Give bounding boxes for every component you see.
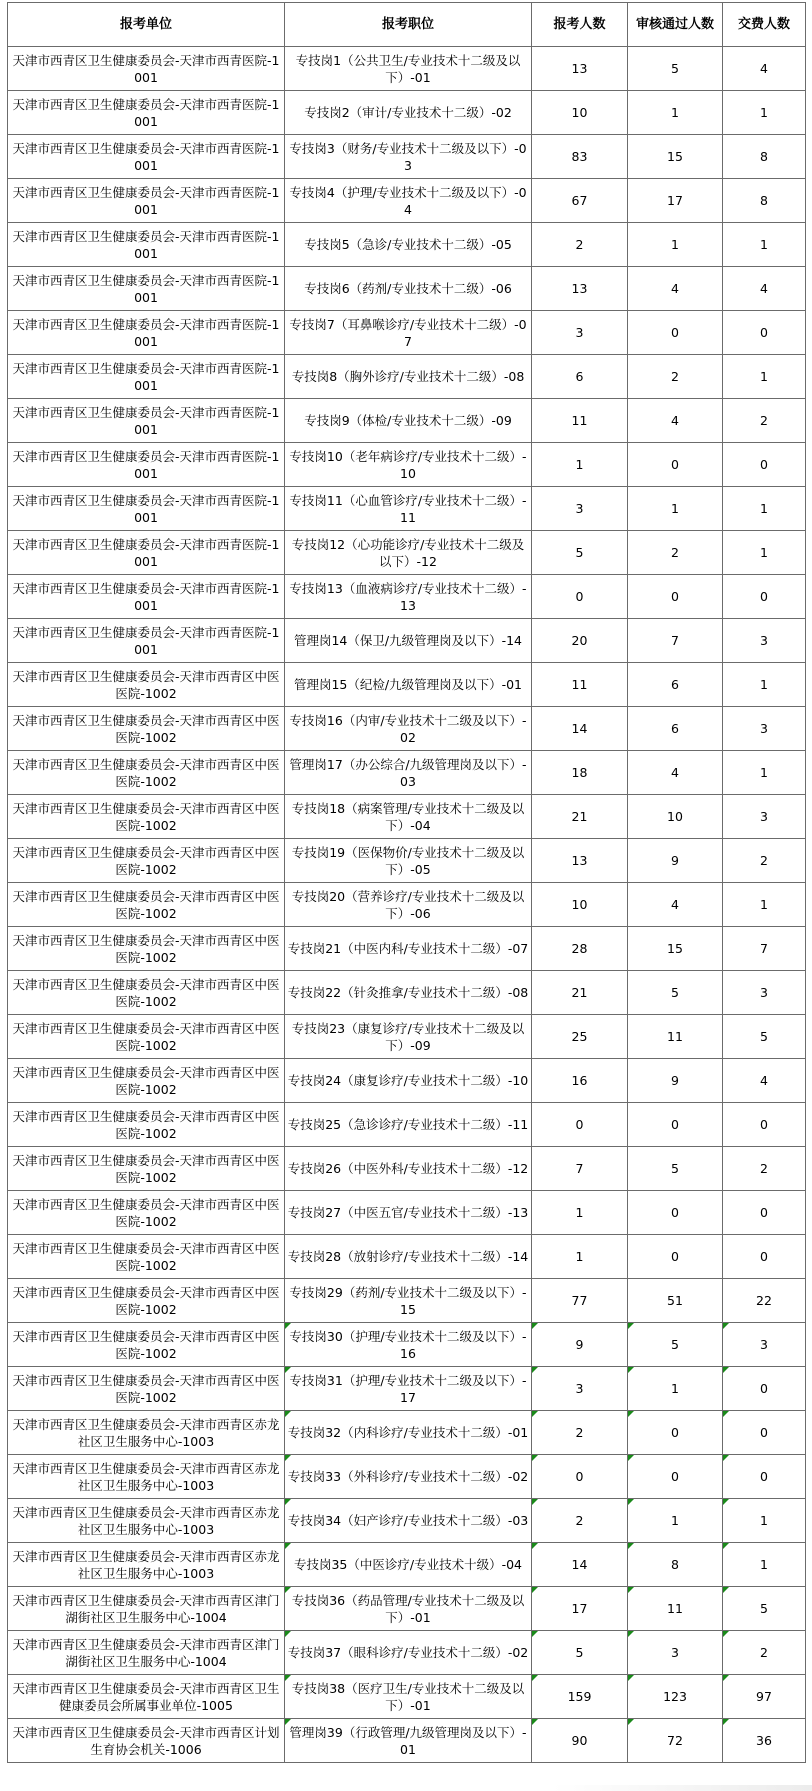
cell-applied[interactable]: 11: [532, 399, 628, 443]
cell-post[interactable]: 专技岗31（护理/专业技术十二级及以下）-17: [285, 1367, 532, 1411]
cell-approved[interactable]: 1: [628, 223, 723, 267]
cell-applied[interactable]: 16: [532, 1059, 628, 1103]
header-row: [8, 3, 806, 47]
cell-paid[interactable]: 5: [723, 1015, 806, 1059]
cell-post[interactable]: 管理岗14（保卫/九级管理岗及以下）-14: [285, 619, 532, 663]
cell-paid[interactable]: 0: [723, 1235, 806, 1279]
cell-approved[interactable]: 0: [628, 1191, 723, 1235]
cell-applied[interactable]: 2: [532, 1499, 628, 1543]
header-unit: 报考单位: [8, 3, 285, 47]
table-row: [8, 399, 806, 443]
cell-unit[interactable]: 天津市西青区卫生健康委员会-天津市西青区赤龙社区卫生服务中心-1003: [8, 1543, 285, 1587]
table-row: [8, 1147, 806, 1191]
cell-unit[interactable]: 天津市西青区卫生健康委员会-天津市西青区中医医院-1002: [8, 1367, 285, 1411]
table-row: [8, 487, 806, 531]
cell-applied[interactable]: 28: [532, 927, 628, 971]
cell-post[interactable]: 专技岗34（妇产诊疗/专业技术十二级）-03: [285, 1499, 532, 1543]
table-row: [8, 1411, 806, 1455]
cell-unit[interactable]: 天津市西青区卫生健康委员会-天津市西青区中医医院-1002: [8, 1147, 285, 1191]
table-row: [8, 1367, 806, 1411]
cell-post[interactable]: 专技岗19（医保物价/专业技术十二级及以下）-05: [285, 839, 532, 883]
cell-approved[interactable]: 2: [628, 355, 723, 399]
table-row: [8, 707, 806, 751]
cell-paid[interactable]: 1: [723, 751, 806, 795]
cell-post[interactable]: 专技岗22（针灸推拿/专业技术十二级）-08: [285, 971, 532, 1015]
cell-applied[interactable]: 0: [532, 1455, 628, 1499]
cell-applied[interactable]: 90: [532, 1719, 628, 1763]
cell-post[interactable]: 专技岗8（胸外诊疗/专业技术十二级）-08: [285, 355, 532, 399]
cell-applied[interactable]: 83: [532, 135, 628, 179]
cell-approved[interactable]: 15: [628, 927, 723, 971]
cell-paid[interactable]: 3: [723, 971, 806, 1015]
cell-applied[interactable]: 14: [532, 1543, 628, 1587]
table-row: [8, 1543, 806, 1587]
cell-approved[interactable]: 11: [628, 1587, 723, 1631]
cell-paid[interactable]: 1: [723, 91, 806, 135]
cell-unit[interactable]: 天津市西青区卫生健康委员会-天津市西青区卫生健康委员会所属事业单位-1005: [8, 1675, 285, 1719]
cell-post[interactable]: 专技岗27（中医五官/专业技术十二级）-13: [285, 1191, 532, 1235]
cell-applied[interactable]: 0: [532, 1103, 628, 1147]
cell-unit[interactable]: 天津市西青区卫生健康委员会-天津市西青区中医医院-1002: [8, 707, 285, 751]
cell-paid[interactable]: 97: [723, 1675, 806, 1719]
cell-applied[interactable]: 25: [532, 1015, 628, 1059]
cell-paid[interactable]: 0: [723, 1455, 806, 1499]
cell-approved[interactable]: 8: [628, 1543, 723, 1587]
cell-approved[interactable]: 17: [628, 179, 723, 223]
cell-paid[interactable]: 0: [723, 443, 806, 487]
cell-unit[interactable]: 天津市西青区卫生健康委员会-天津市西青区津门湖街社区卫生服务中心-1004: [8, 1631, 285, 1675]
cell-approved[interactable]: 6: [628, 663, 723, 707]
cell-post[interactable]: 专技岗36（药品管理/专业技术十二级及以下）-01: [285, 1587, 532, 1631]
cell-unit[interactable]: 天津市西青区卫生健康委员会-天津市西青区中医医院-1002: [8, 1191, 285, 1235]
table-row: [8, 883, 806, 927]
cell-paid[interactable]: 7: [723, 927, 806, 971]
cell-paid[interactable]: 3: [723, 707, 806, 751]
cell-paid[interactable]: 4: [723, 47, 806, 91]
table-row: [8, 443, 806, 487]
cell-paid[interactable]: 8: [723, 179, 806, 223]
table-row: [8, 575, 806, 619]
cell-approved[interactable]: 1: [628, 487, 723, 531]
cell-post[interactable]: 专技岗12（心功能诊疗/专业技术十二级及以下）-12: [285, 531, 532, 575]
cell-paid[interactable]: 2: [723, 839, 806, 883]
cell-paid[interactable]: 8: [723, 135, 806, 179]
cell-paid[interactable]: 3: [723, 795, 806, 839]
cell-unit[interactable]: 天津市西青区卫生健康委员会-天津市西青区中医医院-1002: [8, 927, 285, 971]
cell-approved[interactable]: 4: [628, 751, 723, 795]
cell-unit[interactable]: 天津市西青区卫生健康委员会-天津市西青区中医医院-1002: [8, 795, 285, 839]
cell-unit[interactable]: 天津市西青区卫生健康委员会-天津市西青医院-1001: [8, 531, 285, 575]
cell-unit[interactable]: 天津市西青区卫生健康委员会-天津市西青医院-1001: [8, 443, 285, 487]
cell-approved[interactable]: 123: [628, 1675, 723, 1719]
table-row: [8, 1015, 806, 1059]
cell-post[interactable]: 专技岗37（眼科诊疗/专业技术十二级）-02: [285, 1631, 532, 1675]
cell-post[interactable]: 专技岗21（中医内科/专业技术十二级）-07: [285, 927, 532, 971]
cell-post[interactable]: 管理岗39（行政管理/九级管理岗及以下）-01: [285, 1719, 532, 1763]
cell-applied[interactable]: 77: [532, 1279, 628, 1323]
cell-applied[interactable]: 1: [532, 1191, 628, 1235]
cell-unit[interactable]: 天津市西青区卫生健康委员会-天津市西青医院-1001: [8, 311, 285, 355]
table-row: [8, 311, 806, 355]
cell-paid[interactable]: 22: [723, 1279, 806, 1323]
cell-approved[interactable]: 1: [628, 91, 723, 135]
cell-unit[interactable]: 天津市西青区卫生健康委员会-天津市西青区中医医院-1002: [8, 1279, 285, 1323]
cell-applied[interactable]: 14: [532, 707, 628, 751]
cell-post[interactable]: 专技岗9（体检/专业技术十二级）-09: [285, 399, 532, 443]
cell-applied[interactable]: 1: [532, 1235, 628, 1279]
cell-post[interactable]: 专技岗24（康复诊疗/专业技术十二级）-10: [285, 1059, 532, 1103]
cell-approved[interactable]: 0: [628, 1103, 723, 1147]
cell-paid[interactable]: 0: [723, 575, 806, 619]
cell-applied[interactable]: 13: [532, 47, 628, 91]
cell-unit[interactable]: 天津市西青区卫生健康委员会-天津市西青区中医医院-1002: [8, 1059, 285, 1103]
cell-paid[interactable]: 3: [723, 619, 806, 663]
cell-approved[interactable]: 0: [628, 311, 723, 355]
cell-approved[interactable]: 5: [628, 47, 723, 91]
cell-unit[interactable]: 天津市西青区卫生健康委员会-天津市西青区中医医院-1002: [8, 663, 285, 707]
cell-applied[interactable]: 5: [532, 531, 628, 575]
cell-post[interactable]: 专技岗35（中医诊疗/专业技术十级）-04: [285, 1543, 532, 1587]
table-row: [8, 267, 806, 311]
cell-paid[interactable]: 1: [723, 487, 806, 531]
cell-applied[interactable]: 9: [532, 1323, 628, 1367]
cell-post[interactable]: 专技岗26（中医外科/专业技术十二级）-12: [285, 1147, 532, 1191]
cell-approved[interactable]: 11: [628, 1015, 723, 1059]
cell-approved[interactable]: 51: [628, 1279, 723, 1323]
cell-paid[interactable]: 36: [723, 1719, 806, 1763]
header-post: 报考职位: [285, 3, 532, 47]
cell-applied[interactable]: 18: [532, 751, 628, 795]
cell-unit[interactable]: 天津市西青区卫生健康委员会-天津市西青区中医医院-1002: [8, 971, 285, 1015]
cell-approved[interactable]: 5: [628, 1323, 723, 1367]
cell-post[interactable]: 专技岗29（药剂/专业技术十二级及以下）-15: [285, 1279, 532, 1323]
table-row: [8, 531, 806, 575]
cell-approved[interactable]: 4: [628, 883, 723, 927]
cell-post[interactable]: 专技岗5（急诊/专业技术十二级）-05: [285, 223, 532, 267]
cell-applied[interactable]: 10: [532, 883, 628, 927]
cell-approved[interactable]: 15: [628, 135, 723, 179]
table-row: [8, 179, 806, 223]
cell-unit[interactable]: 天津市西青区卫生健康委员会-天津市西青医院-1001: [8, 47, 285, 91]
cell-post[interactable]: 专技岗11（心血管诊疗/专业技术十二级）-11: [285, 487, 532, 531]
cell-approved[interactable]: 0: [628, 575, 723, 619]
cell-unit[interactable]: 天津市西青区卫生健康委员会-天津市西青医院-1001: [8, 355, 285, 399]
cell-post[interactable]: 专技岗28（放射诊疗/专业技术十二级）-14: [285, 1235, 532, 1279]
table-row: [8, 1587, 806, 1631]
cell-post[interactable]: 管理岗17（办公综合/九级管理岗及以下）-03: [285, 751, 532, 795]
cell-post[interactable]: 专技岗13（血液病诊疗/专业技术十二级）-13: [285, 575, 532, 619]
registration-table: [7, 2, 806, 1763]
cell-post[interactable]: 专技岗10（老年病诊疗/专业技术十二级）-10: [285, 443, 532, 487]
cell-unit[interactable]: 天津市西青区卫生健康委员会-天津市西青区赤龙社区卫生服务中心-1003: [8, 1455, 285, 1499]
cell-unit[interactable]: 天津市西青区卫生健康委员会-天津市西青区中医医院-1002: [8, 1235, 285, 1279]
cell-post[interactable]: 管理岗15（纪检/九级管理岗及以下）-01: [285, 663, 532, 707]
cell-unit[interactable]: 天津市西青区卫生健康委员会-天津市西青区中医医院-1002: [8, 1323, 285, 1367]
cell-post[interactable]: 专技岗6（药剂/专业技术十二级）-06: [285, 267, 532, 311]
cell-applied[interactable]: 21: [532, 971, 628, 1015]
cell-paid[interactable]: 4: [723, 267, 806, 311]
table-row: [8, 795, 806, 839]
cell-approved[interactable]: 7: [628, 619, 723, 663]
cell-unit[interactable]: 天津市西青区卫生健康委员会-天津市西青区津门湖街社区卫生服务中心-1004: [8, 1587, 285, 1631]
cell-approved[interactable]: 4: [628, 267, 723, 311]
header-paid: 交费人数: [723, 3, 806, 47]
table-row: [8, 47, 806, 91]
cell-post[interactable]: 专技岗16（内审/专业技术十二级及以下）-02: [285, 707, 532, 751]
table-row: [8, 91, 806, 135]
cell-approved[interactable]: 0: [628, 1411, 723, 1455]
cell-applied[interactable]: 7: [532, 1147, 628, 1191]
cell-applied[interactable]: 13: [532, 839, 628, 883]
cell-applied[interactable]: 0: [532, 575, 628, 619]
cell-unit[interactable]: 天津市西青区卫生健康委员会-天津市西青医院-1001: [8, 179, 285, 223]
cell-post[interactable]: 专技岗7（耳鼻喉诊疗/专业技术十二级）-07: [285, 311, 532, 355]
cell-applied[interactable]: 20: [532, 619, 628, 663]
cell-unit[interactable]: 天津市西青区卫生健康委员会-天津市西青区赤龙社区卫生服务中心-1003: [8, 1499, 285, 1543]
cell-unit[interactable]: 天津市西青区卫生健康委员会-天津市西青区中医医院-1002: [8, 751, 285, 795]
cell-post[interactable]: 专技岗1（公共卫生/专业技术十二级及以下）-01: [285, 47, 532, 91]
cell-approved[interactable]: 9: [628, 1059, 723, 1103]
cell-post[interactable]: 专技岗30（护理/专业技术十二级及以下）-16: [285, 1323, 532, 1367]
cell-approved[interactable]: 2: [628, 531, 723, 575]
cell-paid[interactable]: 2: [723, 1147, 806, 1191]
table-row: [8, 839, 806, 883]
cell-approved[interactable]: 72: [628, 1719, 723, 1763]
cell-unit[interactable]: 天津市西青区卫生健康委员会-天津市西青区中医医院-1002: [8, 1015, 285, 1059]
cell-applied[interactable]: 10: [532, 91, 628, 135]
cell-applied[interactable]: 159: [532, 1675, 628, 1719]
cell-paid[interactable]: 1: [723, 531, 806, 575]
cell-paid[interactable]: 5: [723, 1587, 806, 1631]
table-row: [8, 971, 806, 1015]
cell-applied[interactable]: 67: [532, 179, 628, 223]
cell-unit[interactable]: 天津市西青区卫生健康委员会-天津市西青医院-1001: [8, 575, 285, 619]
cell-applied[interactable]: 17: [532, 1587, 628, 1631]
cell-paid[interactable]: 1: [723, 883, 806, 927]
table-row: [8, 1455, 806, 1499]
cell-approved[interactable]: 10: [628, 795, 723, 839]
table-row: [8, 1235, 806, 1279]
table-row: [8, 1191, 806, 1235]
cell-paid[interactable]: 0: [723, 1367, 806, 1411]
table-row: [8, 1631, 806, 1675]
header-approved: 审核通过人数: [628, 3, 723, 47]
table-row: [8, 927, 806, 971]
cell-unit[interactable]: 天津市西青区卫生健康委员会-天津市西青医院-1001: [8, 223, 285, 267]
cell-post[interactable]: 专技岗20（营养诊疗/专业技术十二级及以下）-06: [285, 883, 532, 927]
cell-paid[interactable]: 1: [723, 1499, 806, 1543]
cell-post[interactable]: 专技岗25（急诊诊疗/专业技术十二级）-11: [285, 1103, 532, 1147]
cell-paid[interactable]: 4: [723, 1059, 806, 1103]
table-row: [8, 751, 806, 795]
cell-applied[interactable]: 3: [532, 487, 628, 531]
cell-approved[interactable]: 9: [628, 839, 723, 883]
table-row: [8, 1103, 806, 1147]
header-applied: 报考人数: [532, 3, 628, 47]
cell-post[interactable]: 专技岗23（康复诊疗/专业技术十二级及以下）-09: [285, 1015, 532, 1059]
cell-unit[interactable]: 天津市西青区卫生健康委员会-天津市西青区中医医院-1002: [8, 883, 285, 927]
cell-applied[interactable]: 13: [532, 267, 628, 311]
cell-unit[interactable]: 天津市西青区卫生健康委员会-天津市西青医院-1001: [8, 91, 285, 135]
table-row: [8, 619, 806, 663]
cell-paid[interactable]: 0: [723, 1411, 806, 1455]
table-body: [8, 47, 806, 1763]
cell-approved[interactable]: 3: [628, 1631, 723, 1675]
cell-approved[interactable]: 0: [628, 443, 723, 487]
cell-unit[interactable]: 天津市西青区卫生健康委员会-天津市西青医院-1001: [8, 267, 285, 311]
cell-post[interactable]: 专技岗32（内科诊疗/专业技术十二级）-01: [285, 1411, 532, 1455]
cell-unit[interactable]: 天津市西青区卫生健康委员会-天津市西青医院-1001: [8, 619, 285, 663]
cell-paid[interactable]: 3: [723, 1323, 806, 1367]
cell-paid[interactable]: 1: [723, 223, 806, 267]
cell-applied[interactable]: 3: [532, 1367, 628, 1411]
cell-approved[interactable]: 0: [628, 1455, 723, 1499]
cell-post[interactable]: 专技岗33（外科诊疗/专业技术十二级）-02: [285, 1455, 532, 1499]
table-row: [8, 1059, 806, 1103]
cell-applied[interactable]: 2: [532, 223, 628, 267]
cell-applied[interactable]: 3: [532, 311, 628, 355]
table-row: [8, 663, 806, 707]
cell-paid[interactable]: 1: [723, 663, 806, 707]
cell-unit[interactable]: 天津市西青区卫生健康委员会-天津市西青区中医医院-1002: [8, 839, 285, 883]
cell-applied[interactable]: 1: [532, 443, 628, 487]
cell-paid[interactable]: 0: [723, 1103, 806, 1147]
cell-paid[interactable]: 1: [723, 1543, 806, 1587]
table-row: [8, 1323, 806, 1367]
cell-unit[interactable]: 天津市西青区卫生健康委员会-天津市西青区赤龙社区卫生服务中心-1003: [8, 1411, 285, 1455]
cell-approved[interactable]: 1: [628, 1367, 723, 1411]
cell-unit[interactable]: 天津市西青区卫生健康委员会-天津市西青医院-1001: [8, 135, 285, 179]
table-row: [8, 135, 806, 179]
cell-approved[interactable]: 5: [628, 971, 723, 1015]
cell-approved[interactable]: 6: [628, 707, 723, 751]
table-row: [8, 1279, 806, 1323]
cell-unit[interactable]: 天津市西青区卫生健康委员会-天津市西青区计划生育协会机关-1006: [8, 1719, 285, 1763]
cell-approved[interactable]: 1: [628, 1499, 723, 1543]
cell-paid[interactable]: 0: [723, 1191, 806, 1235]
cell-approved[interactable]: 5: [628, 1147, 723, 1191]
table-row: [8, 355, 806, 399]
cell-post[interactable]: 专技岗18（病案管理/专业技术十二级及以下）-04: [285, 795, 532, 839]
table-row: [8, 223, 806, 267]
table-row: [8, 1719, 806, 1763]
cell-paid[interactable]: 2: [723, 1631, 806, 1675]
cell-paid[interactable]: 2: [723, 399, 806, 443]
table-row: [8, 1499, 806, 1543]
cell-post[interactable]: 专技岗38（医疗卫生/专业技术十二级及以下）-01: [285, 1675, 532, 1719]
cell-approved[interactable]: 0: [628, 1235, 723, 1279]
cell-applied[interactable]: 5: [532, 1631, 628, 1675]
cell-unit[interactable]: 天津市西青区卫生健康委员会-天津市西青医院-1001: [8, 399, 285, 443]
cell-approved[interactable]: 4: [628, 399, 723, 443]
cell-post[interactable]: 专技岗2（审计/专业技术十二级）-02: [285, 91, 532, 135]
cell-unit[interactable]: 天津市西青区卫生健康委员会-天津市西青医院-1001: [8, 487, 285, 531]
cell-applied[interactable]: 6: [532, 355, 628, 399]
bottom-shade: [552, 1785, 812, 1791]
cell-paid[interactable]: 0: [723, 311, 806, 355]
cell-post[interactable]: 专技岗3（财务/专业技术十二级及以下）-03: [285, 135, 532, 179]
cell-applied[interactable]: 11: [532, 663, 628, 707]
cell-paid[interactable]: 1: [723, 355, 806, 399]
cell-applied[interactable]: 2: [532, 1411, 628, 1455]
cell-applied[interactable]: 21: [532, 795, 628, 839]
cell-post[interactable]: 专技岗4（护理/专业技术十二级及以下）-04: [285, 179, 532, 223]
cell-unit[interactable]: 天津市西青区卫生健康委员会-天津市西青区中医医院-1002: [8, 1103, 285, 1147]
table-row: [8, 1675, 806, 1719]
